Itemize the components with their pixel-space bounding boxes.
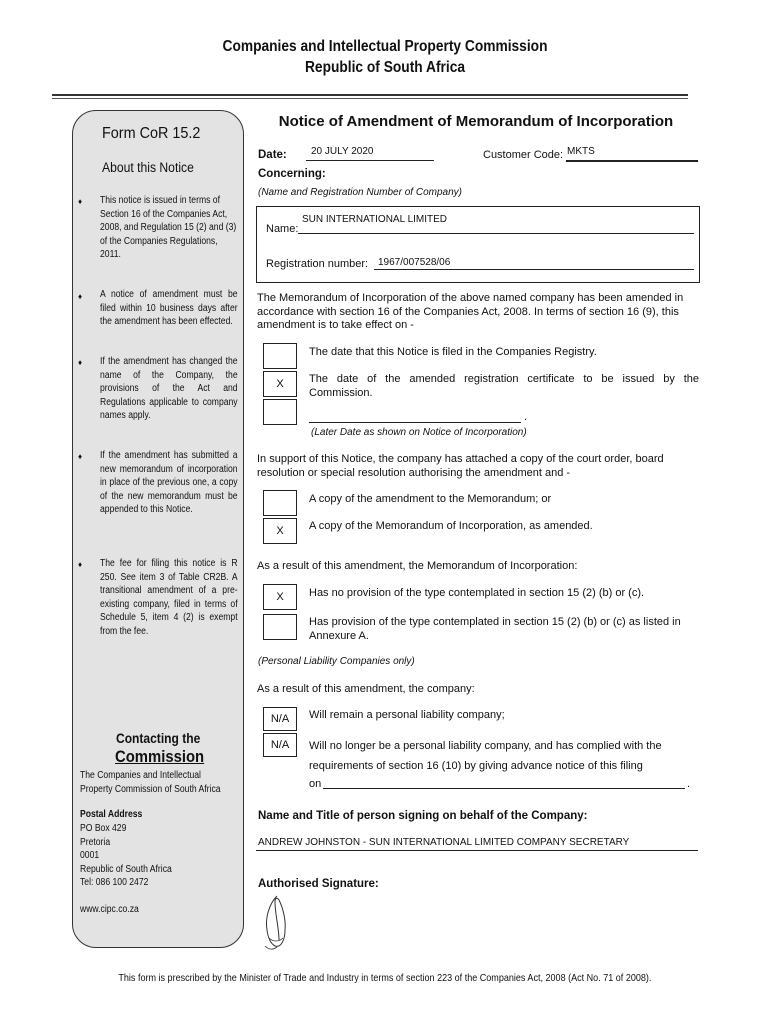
customer-code-line bbox=[566, 160, 698, 162]
date-label: Date: bbox=[258, 149, 287, 161]
provision-option-1: Has no provision of the type contemplated in section 15 (2) (b) or (c). bbox=[309, 587, 645, 599]
bullet-icon: ♦ bbox=[78, 452, 83, 461]
attach-option-2: A copy of the Memorandum of Incorporation, as amended. bbox=[309, 520, 593, 532]
name-line bbox=[298, 233, 694, 234]
attach-checkbox-2[interactable]: X bbox=[263, 518, 297, 544]
on-tail: . bbox=[687, 778, 691, 790]
header-line1: Companies and Intellectual Property Commission bbox=[222, 38, 548, 55]
registration-number-field[interactable]: 1967/007528/06 bbox=[378, 257, 451, 268]
effect-option-2: The date of the amended registration certificate to be issued by the Commission. bbox=[309, 373, 699, 399]
date-line bbox=[306, 160, 434, 161]
result-paragraph-1: As a result of this amendment, the Memorandum of Incorporation: bbox=[257, 560, 578, 572]
bullet-icon: ♦ bbox=[78, 560, 83, 569]
provision-checkbox-2[interactable] bbox=[263, 614, 297, 640]
company-name-field[interactable]: SUN INTERNATIONAL LIMITED bbox=[302, 214, 448, 225]
attach-checkbox-1[interactable] bbox=[263, 490, 297, 516]
name-label: Name: bbox=[266, 223, 299, 235]
later-date-tail: . bbox=[524, 411, 528, 423]
date-field[interactable]: 20 JULY 2020 bbox=[311, 146, 374, 157]
signer-heading: Name and Title of person signing on behalf of the Company: bbox=[258, 810, 588, 822]
bullet-icon: ♦ bbox=[78, 358, 83, 367]
postal-label: Postal Address bbox=[80, 809, 143, 820]
liability-option-1: Will remain a personal liability company; bbox=[309, 709, 505, 721]
amendment-paragraph: The Memorandum of Incorporation of the above named company has been amended in accordance with section 16 of the Companies Act, 2008. In terms of section 16 (9), this amendment is to take effect on - bbox=[257, 292, 684, 331]
customer-code-label: Customer Code: bbox=[483, 149, 564, 161]
advance-notice-date-line[interactable] bbox=[323, 788, 685, 789]
registration-label: Registration number: bbox=[266, 258, 369, 270]
header-rule bbox=[52, 94, 688, 96]
liability-checkbox-1[interactable]: N/A bbox=[263, 707, 297, 731]
customer-code-field[interactable]: MKTS bbox=[567, 146, 595, 157]
liability-checkbox-2[interactable]: N/A bbox=[263, 733, 297, 757]
signature-image bbox=[255, 892, 305, 952]
contact-org: The Companies and Intellectual Property Commission of South Africa bbox=[80, 770, 221, 795]
effect-checkbox-3[interactable] bbox=[263, 399, 297, 425]
concerning-hint: (Name and Registration Number of Company) bbox=[258, 187, 462, 198]
postal-line: 0001 bbox=[80, 850, 100, 861]
provision-checkbox-1[interactable]: X bbox=[263, 584, 297, 610]
about-bullet-1: This notice is issued in terms of Section 16 of the Companies Act, 2008, and Regulation 15 (2) and (3) of the Companies Regulations, 2011. bbox=[100, 195, 237, 260]
about-bullet-2: A notice of amendment must be filed within 10 business days after the amendment has been effected. bbox=[100, 289, 238, 327]
about-bullet-5: The fee for filing this notice is R 250. See item 3 of Table CR2B. A transitional amendment of a pre-existing company, filed in terms of Schedule 5, item 4 (2) is exempt from the fee. bbox=[100, 558, 238, 637]
signer-field[interactable]: ANDREW JOHNSTON - SUN INTERNATIONAL LIMITED COMPANY SECRETARY bbox=[258, 837, 630, 848]
registration-line bbox=[374, 269, 694, 270]
about-bullet-3: If the amendment has changed the name of the Company, the provisions of the Act and Regulations applicable to company names apply. bbox=[100, 356, 238, 421]
liability-option-2: Will no longer be a personal liability company, and has complied with the requirements of section 16 (10) by giving advance notice of this filing bbox=[309, 740, 662, 772]
attach-option-1: A copy of the amendment to the Memorandum; or bbox=[309, 493, 552, 505]
later-date-line[interactable] bbox=[309, 422, 521, 423]
footer-text: This form is prescribed by the Minister of Trade and Industry in terms of section 223 of the Companies Act, 2008 (Act No. 71 of 2008). bbox=[118, 972, 652, 984]
postal-line: Republic of South Africa bbox=[80, 863, 172, 875]
about-bullet-4: If the amendment has submitted a new memorandum of incorporation in place of the previous one, a copy of the new memorandum must be appended to this Notice. bbox=[100, 450, 238, 515]
website-link[interactable]: www.cipc.co.za bbox=[80, 904, 139, 915]
bullet-icon: ♦ bbox=[78, 292, 83, 301]
postal-line: PO Box 429 bbox=[80, 823, 127, 834]
bullet-icon: ♦ bbox=[78, 197, 83, 206]
header-rule-thin bbox=[52, 98, 688, 99]
page-title: Notice of Amendment of Memorandum of Incorporation bbox=[278, 113, 674, 130]
contact-heading: Contacting the bbox=[116, 730, 201, 746]
form-number: Form CoR 15.2 bbox=[102, 125, 201, 142]
support-paragraph: In support of this Notice, the company has attached a copy of the court order, board resolution or special resolution authorising the amendment and - bbox=[257, 453, 664, 479]
postal-line: Tel: 086 100 2472 bbox=[80, 877, 149, 888]
plc-hint: (Personal Liability Companies only) bbox=[258, 656, 415, 667]
effect-option-1: The date that this Notice is filed in the Companies Registry. bbox=[309, 346, 597, 358]
provision-option-2: Has provision of the type contemplated in section 15 (2) (b) or (c) as listed in Annexure A. bbox=[309, 616, 681, 642]
footer-note bbox=[0, 972, 770, 984]
contact-heading-commission: Commission bbox=[115, 748, 205, 766]
effect-checkbox-1[interactable] bbox=[263, 343, 297, 369]
signature-label: Authorised Signature: bbox=[258, 878, 379, 890]
result-paragraph-2: As a result of this amendment, the company: bbox=[257, 683, 475, 695]
on-label: on bbox=[309, 778, 322, 790]
later-date-hint: (Later Date as shown on Notice of Incorporation) bbox=[311, 427, 527, 438]
postal-line: Pretoria bbox=[80, 836, 111, 848]
effect-checkbox-2[interactable]: X bbox=[263, 371, 297, 397]
header-line2: Republic of South Africa bbox=[304, 59, 466, 76]
signer-line bbox=[256, 850, 698, 851]
about-title: About this Notice bbox=[102, 160, 194, 175]
concerning-label: Concerning: bbox=[258, 168, 326, 180]
